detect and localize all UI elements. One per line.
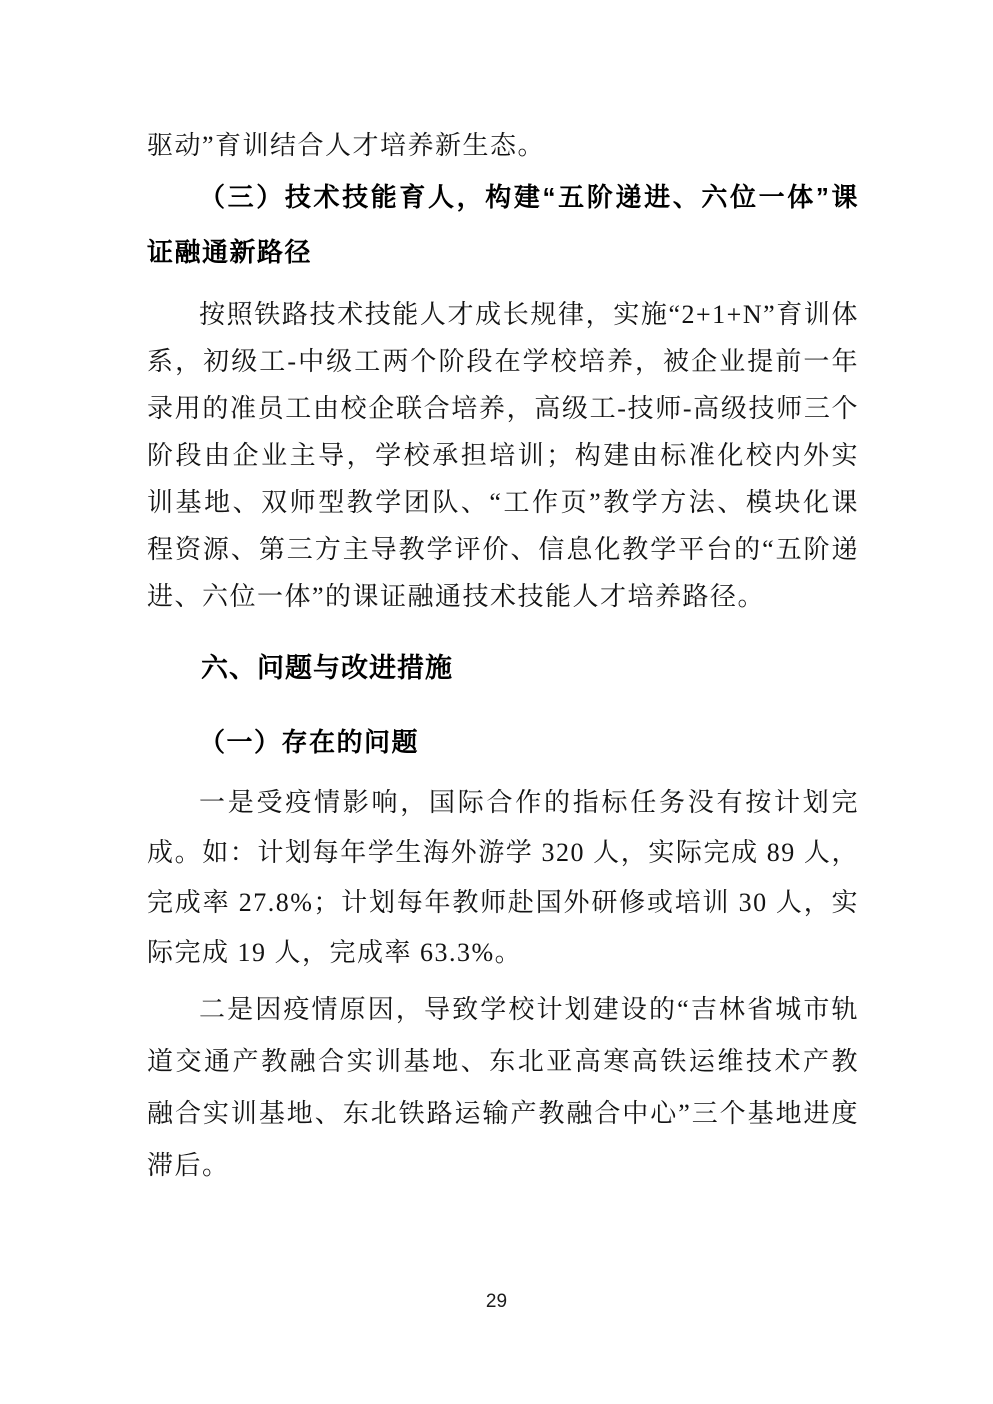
subsection-heading-three: （三）技术技能育人，构建“五阶递进、六位一体”课证融通新路径 [147,182,859,267]
paragraph-problem-two: 二是因疫情原因，导致学校计划建设的“吉林省城市轨道交通产教融合实训基地、东北亚高寒高铁运维技术产教融合实训基地、东北铁路运输产教融合中心”三个基地进度滞后。 [147,995,859,1180]
paragraph-training-path: 按照铁路技术技能人才成长规律，实施“2+1+N”育训体系，初级工-中级工两个阶段在学校培养，被企业提前一年录用的准员工由校企联合培养，高级工-技师-高级技师三个阶段由企业主导，学校承担培训；构建由标准化校内外实训基地、双师型教学团队、“工作页”教学方法、模块化课程资源、第三方主导教学评价、信息化教学平台的“五阶递进、六位一体”的课证融通技术技能人才培养路径。 [147,300,859,611]
paragraph-continuation: 驱动”育训结合人才培养新生态。 [147,131,546,160]
subsection-heading-one: （一）存在的问题 [199,727,420,757]
page-number: 29 [485,1291,508,1312]
paragraph-problem-one: 一是受疫情影响，国际合作的指标任务没有按计划完成。如：计划每年学生海外游学 320 人，实际完成 89 人，完成率 27.8%；计划每年教师赴国外研修或培训 30 人，实际完成 19 人，完成率 63.3%。 [147,788,859,967]
document-content [147,122,859,1192]
section-heading-six: 六、问题与改进措施 [201,653,453,683]
